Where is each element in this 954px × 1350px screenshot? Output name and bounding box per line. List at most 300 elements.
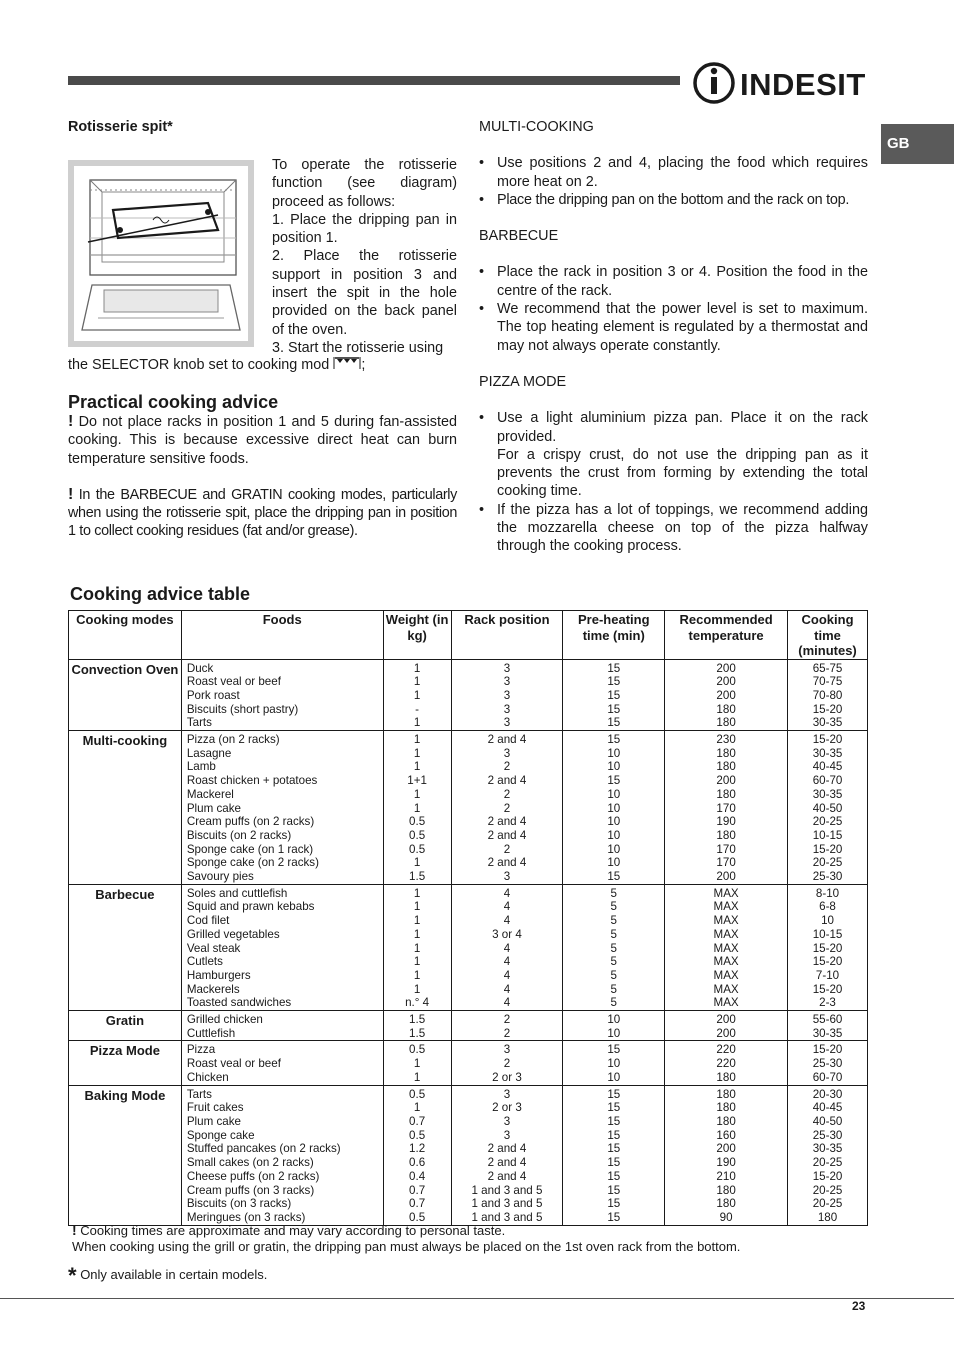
table-cell-line: 55-60 [812,1013,843,1027]
multi-cooking-tip-1: • Use positions 2 and 4, placing the food which requires more heat on 2. [479,154,868,191]
table-row [69,1085,868,1225]
table-cell-line: 200 [716,688,736,702]
table-cell-line: 170 [716,801,736,815]
table-row [69,1011,868,1041]
foods-cell [181,1011,383,1041]
weight-cell [383,731,451,885]
table-cell-line: 25-30 [812,1057,843,1071]
table-cell-line: Grilled vegetables [186,927,280,941]
table-cell-line: Savoury pies [186,870,254,884]
table-cell-line: 1 [413,688,421,702]
warning-mark: ! [68,485,73,503]
table-cell-line: Lamb [186,760,216,774]
rotisserie-oven-diagram [68,160,254,347]
table-cell-line: 30-35 [812,746,843,760]
rack-cell [451,884,563,1010]
table-row [69,1041,868,1085]
table-cell-line: 10 [607,801,621,815]
table-cell-line: 1 [413,1057,421,1071]
table-cell-line: 1 [413,955,421,969]
table-cell-line: 200 [716,870,736,884]
table-cell-line: 10 [821,914,834,928]
table-cell-line: Biscuits (short pastry) [186,702,299,716]
table-cell-line: Sponge cake (on 2 racks) [186,856,319,870]
table-cell-line: 1 [413,760,421,774]
rack-cell [451,1085,563,1225]
table-cell-line: 3 or 4 [492,927,522,941]
temperature-cell [665,1011,788,1041]
table-cell-line: 3 [503,1128,511,1142]
table-cell-line: 8-10 [815,886,840,900]
rack-cell [451,1041,563,1085]
table-cell-line: MAX [713,941,739,955]
table-cell-line: 15-20 [812,842,843,856]
table-cell-line: 15 [607,1142,621,1156]
table-cell-line: 230 [716,733,736,747]
pizza-tip-2: • If the pizza has a lot of toppings, we recommend adding the mozzarella cheese on top of the pizza halfway through the cooking process. [479,501,868,556]
table-cell-line: 200 [716,661,736,675]
table-cell-line: 15-20 [812,955,843,969]
footnote-line-1: Cooking times are approximate and may vary according to personal taste. [80,1223,506,1238]
table-cell-line: 1 [413,856,421,870]
table-cell-line: 1 [413,1101,421,1115]
table-cell-line: Roast veal or beef [186,1057,281,1071]
table-cell-line: 15 [607,774,621,788]
table-cell-line: 180 [716,716,736,730]
table-cell-line: 1 [413,746,421,760]
table-cell-line: 0.7 [409,1197,426,1211]
barbecue-tip-2: • We recommend that the power level is set to maximum. The top heating element is regulated by a thermostat and may not always operate constantly. [479,300,868,355]
table-cell-line: 4 [503,968,511,982]
table-cell-line: 1 and 3 and 5 [471,1197,543,1211]
table-cell-line: 2 or 3 [492,1101,522,1115]
table-cell-line: 1.5 [409,870,426,884]
table-cell-line: 200 [716,1142,736,1156]
table-cell-line: Chicken [186,1070,229,1084]
table-cell-line: 5 [610,914,617,928]
table-cell-line: 3 [503,746,511,760]
table-cell-line: Mackerel [186,787,234,801]
table-cell-line: 2 [503,1057,511,1071]
table-cell-line: Toasted sandwiches [186,996,292,1010]
table-cell-line: 30-35 [812,1142,843,1156]
foods-cell [181,1085,383,1225]
table-cell-line: 1 [413,801,421,815]
table-cell-line: 20-25 [812,1183,843,1197]
table-cell-line: 180 [716,1115,736,1128]
table-cell-line: 40-50 [812,801,843,815]
table-cell-line: 3 [503,702,511,716]
table-cell-line: 10 [607,1057,621,1071]
table-cell-line: 4 [503,941,511,955]
table-cell-line: 25-30 [812,870,843,884]
table-body [69,659,868,1225]
time-cell [788,1011,868,1041]
table-cell-line: 180 [716,1087,736,1101]
table-cell-line: 70-80 [812,688,843,702]
table-cell-line: 1 [413,733,421,747]
table-cell-line: 15-20 [812,982,843,996]
table-cell-line: 10 [607,842,621,856]
table-cell-line: 2 and 4 [487,856,527,870]
table-cell-line: 3 [503,1043,511,1057]
table-cell-line: 170 [716,842,736,856]
cooking-mode-cell: Gratin [69,1011,182,1041]
practical-advice-para-2: In the BARBECUE and GRATIN cooking modes, particularly when using the rotisserie spit, place the dripping pan in position 1 to collect cooking residues (fat and/or grease). [68,486,457,540]
table-cell-line: 1 [413,900,421,914]
table-cell-line: 5 [610,886,617,900]
time-cell [788,884,868,1010]
table-cell-line: 15 [607,675,621,689]
table-cell-line: 15 [607,1087,621,1101]
rack-cell [451,1011,563,1041]
table-cell-line: Biscuits (on 2 racks) [186,828,292,842]
table-cell-line: 15-20 [812,941,843,955]
table-cell-line: MAX [713,982,739,996]
table-cell-line: 10 [607,828,621,842]
table-cell-line: 190 [716,1156,736,1170]
weight-cell [383,1011,451,1041]
table-cell-line: 10-15 [812,927,843,941]
table-cell-line: 0.7 [409,1183,426,1197]
rotisserie-step-3-end: ; [361,357,366,373]
table-cell-line: 70-75 [812,675,843,689]
table-cell-line: 30-35 [812,787,843,801]
table-cell-line: 15 [607,733,621,747]
rotisserie-step-3-continued: the SELECTOR knob set to cooking mod [68,357,330,373]
table-cell-line: 10 [607,1070,621,1084]
header-rack-position: Rack position [451,611,563,660]
table-cell-line: 4 [503,996,511,1010]
table-cell-line: 15 [607,702,621,716]
table-cell-line: Veal steak [186,941,241,955]
page-number: 23 [852,1299,866,1313]
table-cell-line: Fruit cakes [186,1101,244,1115]
table-cell-line: 220 [716,1043,736,1057]
table-cell-line: 2 and 4 [487,828,527,842]
table-cell-line: Soles and cuttlefish [186,886,288,900]
table-cell-line: 1.2 [409,1142,426,1156]
table-cell-line: 15 [607,1115,621,1128]
cooking-mode-cell: Multi-cooking [69,731,182,885]
table-cell-line: 10 [607,1013,621,1027]
table-cell-line: 0.5 [409,1210,426,1224]
header-temperature: Recommended temperature [665,611,788,660]
table-cell-line: 4 [503,886,511,900]
table-cell-line: 90 [719,1210,733,1224]
table-cell-line: Pizza (on 2 racks) [186,733,280,747]
table-cell-line: 15 [607,1197,621,1211]
preheat-cell [563,1085,665,1225]
header-foods: Foods [181,611,383,660]
grill-mode-icon [333,356,361,375]
table-cell-line: Sponge cake [186,1128,255,1142]
table-cell-line: Cuttlefish [186,1026,236,1040]
language-tab: GB [881,124,954,164]
table-cell-line: - [415,702,420,716]
table-row [69,884,868,1010]
table-cell-line: 180 [716,1070,736,1084]
pizza-tip-1a: Use a light aluminium pizza pan. Place it on the rack provided. [497,410,868,445]
table-cell-line: 20-25 [812,1156,843,1170]
rotisserie-step-2: 2. Place the rotisserie support in position 3 and insert the spit in the hole provided on the back panel of the oven. [272,248,457,338]
pizza-tip-1b: For a crispy crust, do not use the dripping pan as it prevents the crust from forming by extending the total cooking time. [497,446,868,500]
table-cell-line: MAX [713,900,739,914]
table-row [69,731,868,885]
table-cell-line: 2 or 3 [492,1070,522,1084]
temperature-cell [665,731,788,885]
table-cell-line: 15 [607,1128,621,1142]
table-cell-line: 1 [413,982,421,996]
table-cell-line: Cod filet [186,914,230,928]
table-cell-line: 5 [610,968,617,982]
table-cell-line: 200 [716,774,736,788]
table-cell-line: 3 [503,688,511,702]
table-cell-line: 65-75 [812,661,843,675]
table-cell-line: 180 [817,1210,838,1224]
cooking-mode-cell: Barbecue [69,884,182,1010]
table-cell-line: Squid and prawn kebabs [186,900,315,914]
time-cell [788,1085,868,1225]
table-cell-line: 20-25 [812,1197,843,1211]
table-cell-line: 160 [716,1128,736,1142]
table-cell-line: 180 [716,1183,736,1197]
foods-cell [181,884,383,1010]
table-cell-line: 2 [503,760,511,774]
header-cooking-time: Cooking time (minutes) [788,611,868,660]
cooking-mode-cell: Pizza Mode [69,1041,182,1085]
table-cell-line: MAX [713,955,739,969]
table-cell-line: 1 [413,927,421,941]
table-cell-line: 15 [607,1156,621,1170]
time-cell [788,1041,868,1085]
asterisk-mark: * [68,1263,77,1288]
table-cell-line: 1 [413,1070,421,1084]
table-cell-line: 180 [716,1101,736,1115]
foods-cell [181,731,383,885]
table-cell-line: 15-20 [812,1169,843,1183]
rotisserie-intro: To operate the rotisserie function (see diagram) proceed as follows: [272,157,457,210]
table-cell-line: 40-45 [812,760,843,774]
table-cell-line: Stuffed pancakes (on 2 racks) [186,1142,341,1156]
table-cell-line: 180 [716,1197,736,1211]
cooking-advice-table [68,610,868,1226]
preheat-cell [563,659,665,731]
table-cell-line: 2 and 4 [487,815,527,829]
table-cell-line: 2 and 4 [487,1169,527,1183]
warning-mark: ! [68,413,74,430]
table-cell-line: 4 [503,982,511,996]
foods-cell [181,1041,383,1085]
table-cell-line: 5 [610,955,617,969]
cooking-mode-cell: Baking Mode [69,1085,182,1225]
table-cell-line: 180 [716,787,736,801]
table-cell-line: Pizza [186,1043,216,1057]
rack-cell [451,731,563,885]
table-cell-line: 3 [503,661,511,675]
weight-cell [383,1041,451,1085]
table-cell-line: 15 [607,716,621,730]
table-cell-line: 15 [607,1101,621,1115]
table-cell-line: 3 [503,1115,511,1128]
table-cell-line: Plum cake [186,1115,241,1128]
table-row [69,659,868,731]
header-weight: Weight (in kg) [383,611,451,660]
temperature-cell [665,659,788,731]
table-cell-line: 200 [716,1026,736,1040]
logo-wordmark: INDESIT [740,67,866,102]
table-cell-line: 3 [503,716,511,730]
table-cell-line: 1+1 [407,774,427,788]
table-cell-line: 10-15 [812,828,843,842]
table-cell-line: 1 [413,968,421,982]
table-cell-line: MAX [713,927,739,941]
table-cell-line: 10 [607,856,621,870]
barbecue-tip-1: • Place the rack in position 3 or 4. Position the food in the centre of the rack. [479,263,868,300]
table-cell-line: 1 and 3 and 5 [471,1210,543,1224]
table-cell-line: 30-35 [812,716,843,730]
table-cell-line: 3 [503,675,511,689]
temperature-cell [665,884,788,1010]
warning-mark: ! [72,1222,77,1238]
table-cell-line: 4 [503,900,511,914]
table-cell-line: 3 [503,870,511,884]
table-cell-line: 1 [413,914,421,928]
table-cell-line: Small cakes (on 2 racks) [186,1156,314,1170]
table-cell-line: 40-50 [812,1115,843,1128]
table-header-row [69,611,868,660]
table-cell-line: 10 [607,760,621,774]
table-cell-line: 2 [503,787,511,801]
table-cell-line: Biscuits (on 3 racks) [186,1197,292,1211]
table-cell-line: 5 [610,996,617,1010]
table-cell-line: 15 [607,1043,621,1057]
temperature-cell [665,1041,788,1085]
header-cooking-modes: Cooking modes [69,611,182,660]
table-cell-line: 2 and 4 [487,774,527,788]
header-rule [68,76,680,85]
pizza-mode-heading: PIZZA MODE [479,373,567,390]
table-cell-line: 4 [503,914,511,928]
table-cell-line: Cheese puffs (on 2 racks) [186,1169,320,1183]
indesit-logo [692,58,872,108]
table-cell-line: 2 and 4 [487,1156,527,1170]
table-cell-line: 2 [503,1013,511,1027]
multi-cooking-heading: MULTI-COOKING [479,119,594,135]
table-cell-line: 0.6 [409,1156,426,1170]
barbecue-heading: BARBECUE [479,228,559,245]
rotisserie-step-3: 3. Start the rotisserie using [272,339,444,356]
table-cell-line: 15 [607,661,621,675]
table-cell-line: MAX [713,886,739,900]
table-cell-line: 15 [607,688,621,702]
table-cell-line: 2 [503,1026,511,1040]
table-cell-line: 0.5 [409,842,426,856]
table-cell-line: Cutlets [186,955,223,969]
table-cell-line: Cream puffs (on 2 racks) [186,815,315,829]
table-cell-line: 1.5 [409,1026,426,1040]
table-cell-line: 1 [413,675,421,689]
table-cell-line: 180 [716,702,736,716]
practical-advice-para-1: Do not place racks in position 1 and 5 during fan-assisted cooking. This is because excessive direct heat can burn temperature sensitive foods. [68,414,457,467]
table-cell-line: 15 [607,1210,621,1224]
table-cell-line: 5 [610,982,617,996]
availability-note: Only available in certain models. [80,1267,268,1282]
table-cell-line: Mackerels [186,982,240,996]
table-cell-line: 0.5 [409,1128,426,1142]
table-cell-line: 0.5 [409,828,426,842]
table-cell-line: 1 [413,787,421,801]
table-cell-line: 1 [413,661,421,675]
table-cell-line: 0.5 [409,815,426,829]
preheat-cell [563,731,665,885]
table-cell-line: 170 [716,856,736,870]
table-cell-line: 60-70 [812,774,843,788]
table-cell-line: 2 [503,842,511,856]
table-cell-line: 2-3 [819,996,836,1010]
table-cell-line: 5 [610,900,617,914]
table-cell-line: Meringues (on 3 racks) [186,1210,306,1224]
table-cell-line: 0.5 [409,1087,426,1101]
table-cell-line: MAX [713,968,739,982]
weight-cell [383,884,451,1010]
weight-cell [383,659,451,731]
preheat-cell [563,1011,665,1041]
table-cell-line: 2 [503,801,511,815]
practical-advice-title: Practical cooking advice [68,392,279,412]
table-cell-line: 25-30 [812,1128,843,1142]
table-cell-line: Duck [186,661,214,675]
table-cell-line: 3 [503,1087,511,1101]
table-cell-line: 20-25 [812,815,843,829]
table-cell-line: 180 [716,746,736,760]
table-cell-line: Tarts [186,1087,212,1101]
table-cell-line: 10 [607,746,621,760]
table-cell-line: 15 [607,870,621,884]
table-cell-line: 1 [413,941,421,955]
table-cell-line: 10 [607,815,621,829]
table-cell-line: Grilled chicken [186,1013,263,1027]
table-cell-line: 200 [716,675,736,689]
table-cell-line: Pork roast [186,688,240,702]
table-cell-line: Roast veal or beef [186,675,281,689]
table-cell-line: 20-25 [812,856,843,870]
header-preheating: Pre-heating time (min) [563,611,665,660]
table-cell-line: 7-10 [815,968,840,982]
table-cell-line: 10 [607,787,621,801]
preheat-cell [563,884,665,1010]
footer-rule [0,1298,954,1299]
table-cell-line: 60-70 [812,1070,843,1084]
cooking-table-title: Cooking advice table [70,584,251,604]
table-cell-line: MAX [713,996,739,1010]
table-cell-line: 15-20 [812,702,843,716]
table-cell-line: 180 [716,760,736,774]
time-cell [788,731,868,885]
table-cell-line: 0.7 [409,1115,426,1128]
table-cell-line: Plum cake [186,801,241,815]
table-cell-line: Cream puffs (on 3 racks) [186,1183,315,1197]
table-cell-line: 4 [503,955,511,969]
table-cell-line: MAX [713,914,739,928]
table-cell-line: 1.5 [409,1013,426,1027]
rotisserie-step-1: 1. Place the dripping pan in position 1. [272,211,457,247]
preheat-cell [563,1041,665,1085]
table-cell-line: Sponge cake (on 1 rack) [186,842,314,856]
rack-cell [451,659,563,731]
table-cell-line: Roast chicken + potatoes [186,774,318,788]
table-cell-line: n.° 4 [405,996,430,1010]
